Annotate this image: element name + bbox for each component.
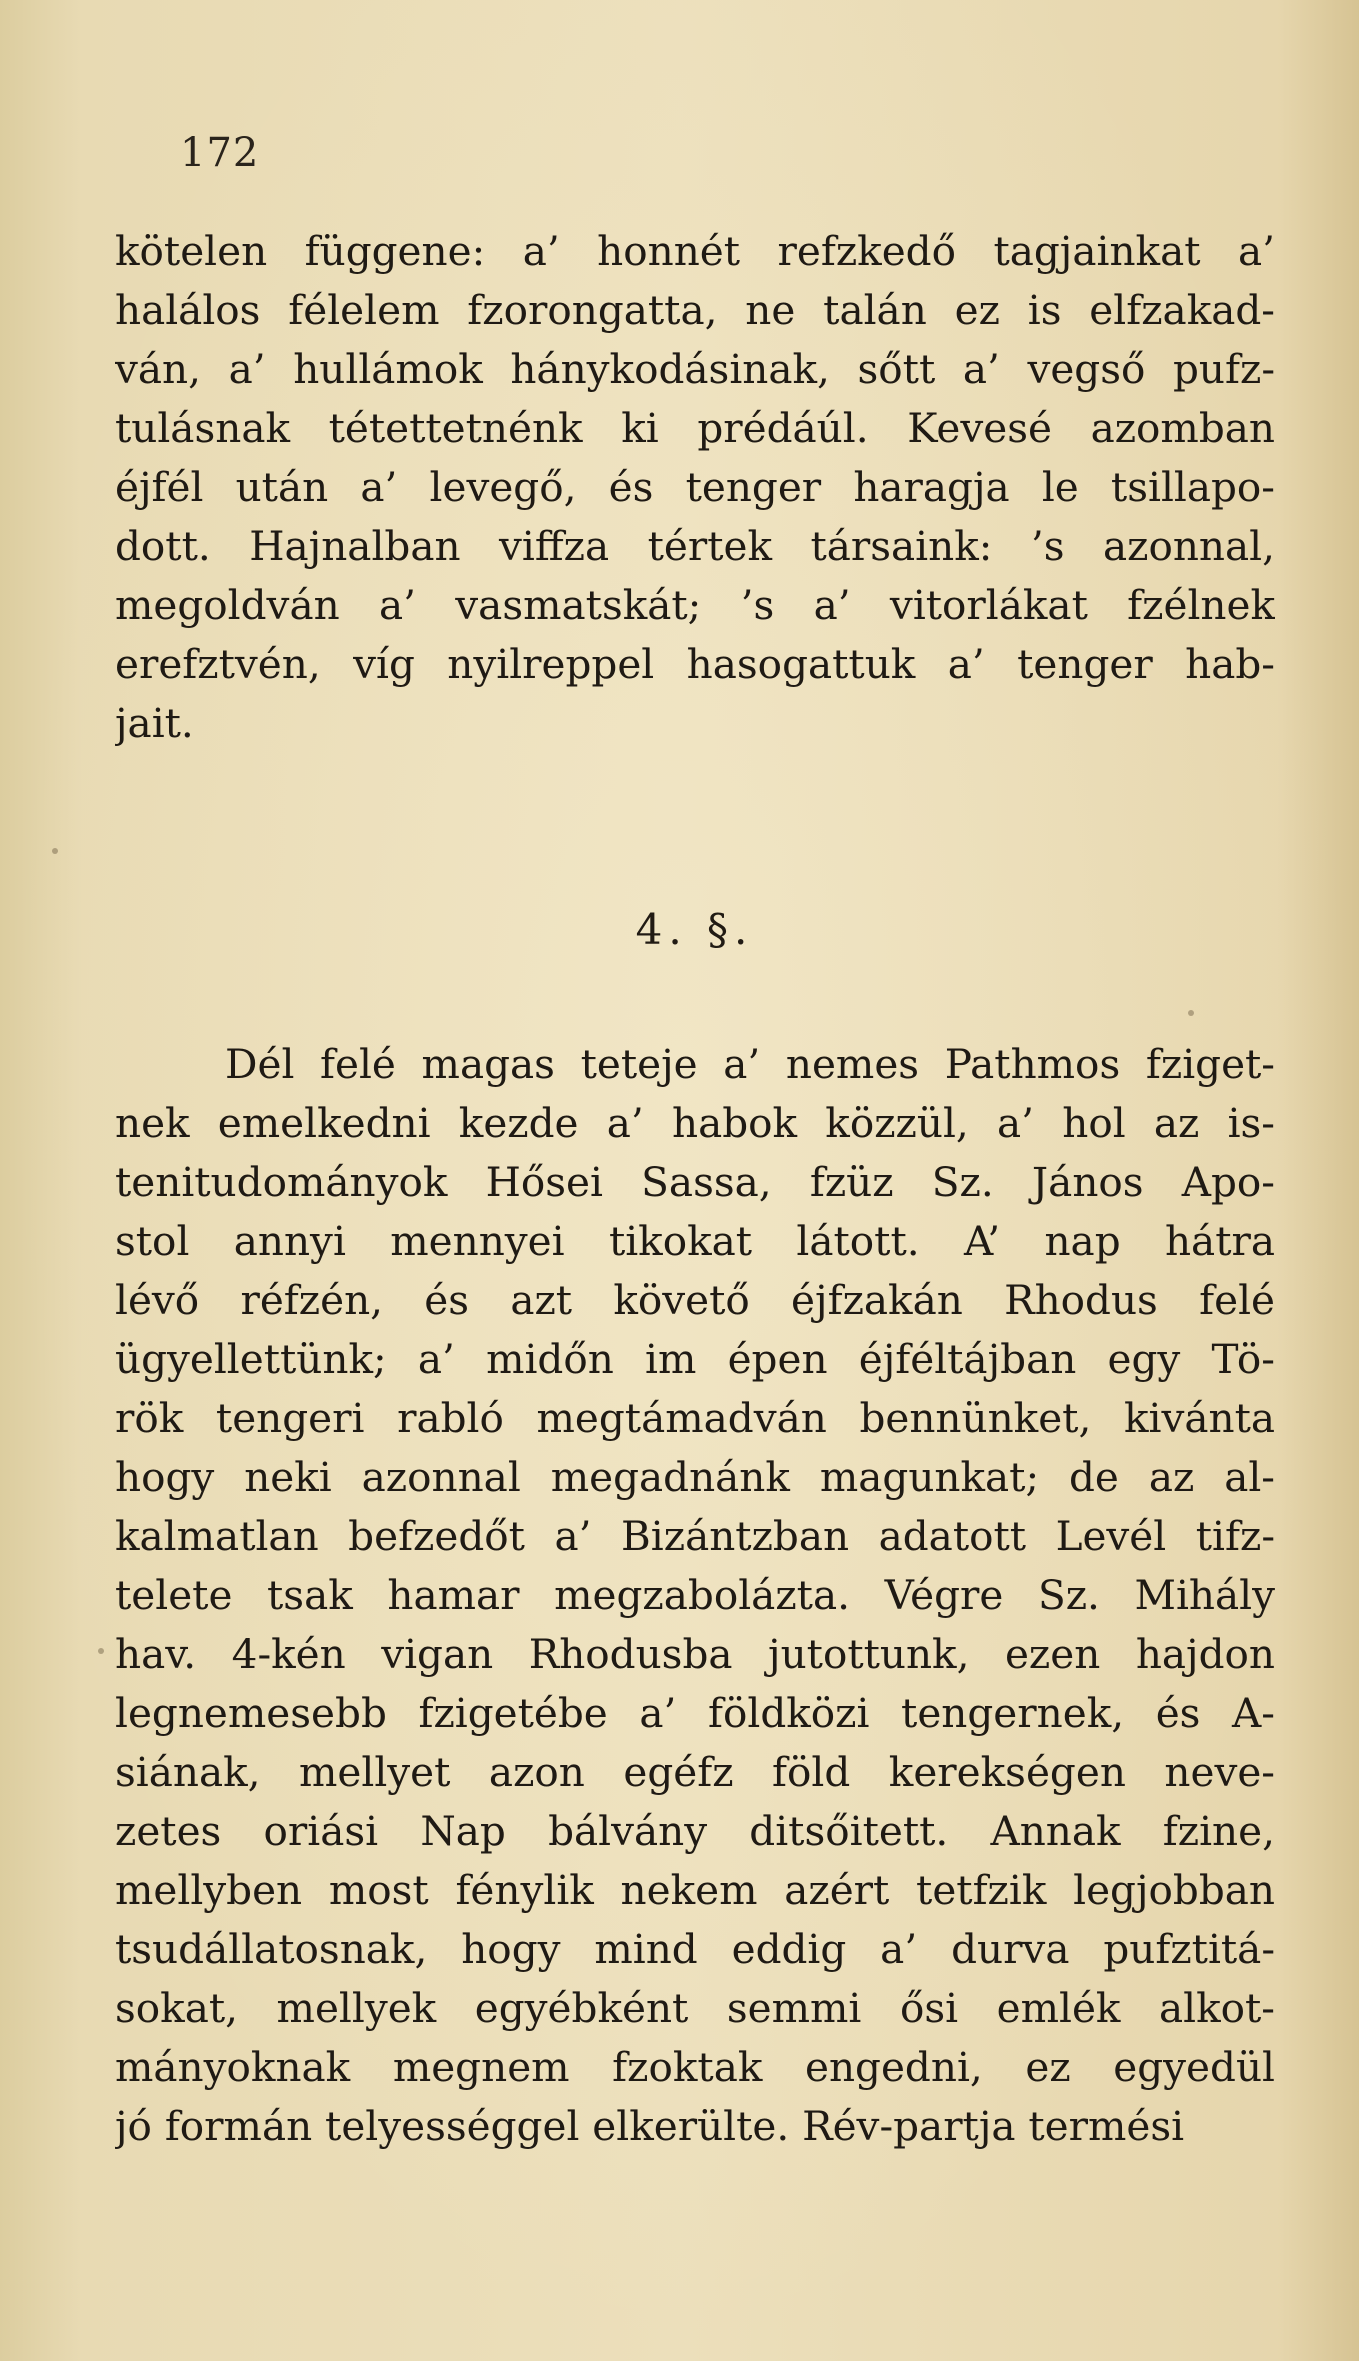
text-line: hav. 4-kén vigan Rhodusba jutottunk, ezen hajdon	[115, 1630, 1275, 1678]
paper-speck	[1188, 1010, 1194, 1016]
paragraph-1	[115, 222, 1275, 753]
text-line: halálos félelem fzorongatta, ne talán ez is elfzakad-	[115, 286, 1275, 334]
text-line: lévő réfzén, és azt követő éjfzakán Rhodus felé	[115, 1276, 1275, 1324]
text-line: telete tsak hamar megzabolázta. Végre Sz. Mihály	[115, 1571, 1275, 1619]
text-line: siának, mellyet azon egéfz föld kerekségen neve-	[115, 1748, 1275, 1796]
section-heading: 4. §.	[635, 905, 754, 954]
paper-speck	[52, 848, 58, 854]
text-line: zetes oriási Nap bálvány ditsőitett. Annak fzine,	[115, 1807, 1275, 1855]
text-line: rök tengeri rabló megtámadván bennünket, kivánta	[115, 1394, 1275, 1442]
text-line: ván, a’ hullámok hánykodásinak, sőtt a’ vegső pufz-	[115, 345, 1275, 393]
text-line: megoldván a’ vasmatskát; ’s a’ vitorlákat fzélnek	[115, 581, 1275, 629]
text-line: hogy neki azonnal megadnánk magunkat; de az al-	[115, 1453, 1275, 1501]
paragraph-2	[115, 1035, 1275, 2156]
text-line: sokat, mellyek egyébként semmi ősi emlék alkot-	[115, 1984, 1275, 2032]
page-number: 172	[180, 130, 260, 176]
text-line: jait.	[115, 699, 194, 747]
text-line: dott. Hajnalban viffza tértek társaink: ’s azonnal,	[115, 522, 1275, 570]
text-line: jó formán telyességgel elkerülte. Rév-partja termési	[115, 2102, 1185, 2150]
text-line: nek emelkedni kezde a’ habok közzül, a’ hol az is-	[115, 1099, 1275, 1147]
text-line: tenitudományok Hősei Sassa, fzüz Sz. János Apo-	[115, 1158, 1275, 1206]
text-line: tsudállatosnak, hogy mind eddig a’ durva pufztitá-	[115, 1925, 1275, 1973]
text-line: mányoknak megnem fzoktak engedni, ez egyedül	[115, 2043, 1275, 2091]
text-line: kalmatlan befzedőt a’ Bizántzban adatott Levél tifz-	[115, 1512, 1275, 1560]
paper-speck	[98, 1648, 104, 1654]
text-line: tulásnak tétettetnénk ki prédáúl. Kevesé azomban	[115, 404, 1275, 452]
text-line: kötelen függene: a’ honnét refzkedő tagjainkat a’	[115, 227, 1275, 275]
text-line: erefztvén, víg nyilreppel hasogattuk a’ tenger hab-	[115, 640, 1275, 688]
text-line: legnemesebb fzigetébe a’ földközi tengernek, és A-	[115, 1689, 1275, 1737]
text-line: Dél felé magas teteje a’ nemes Pathmos fziget-	[225, 1040, 1275, 1088]
text-line: éjfél után a’ levegő, és tenger haragja le tsillapo-	[115, 463, 1275, 511]
text-line: mellyben most fénylik nekem azért tetfzik legjobban	[115, 1866, 1275, 1914]
text-line: stol annyi mennyei tikokat látott. A’ nap hátra	[115, 1217, 1275, 1265]
text-line: ügyellettünk; a’ midőn im épen éjféltájban egy Tö-	[115, 1335, 1275, 1383]
